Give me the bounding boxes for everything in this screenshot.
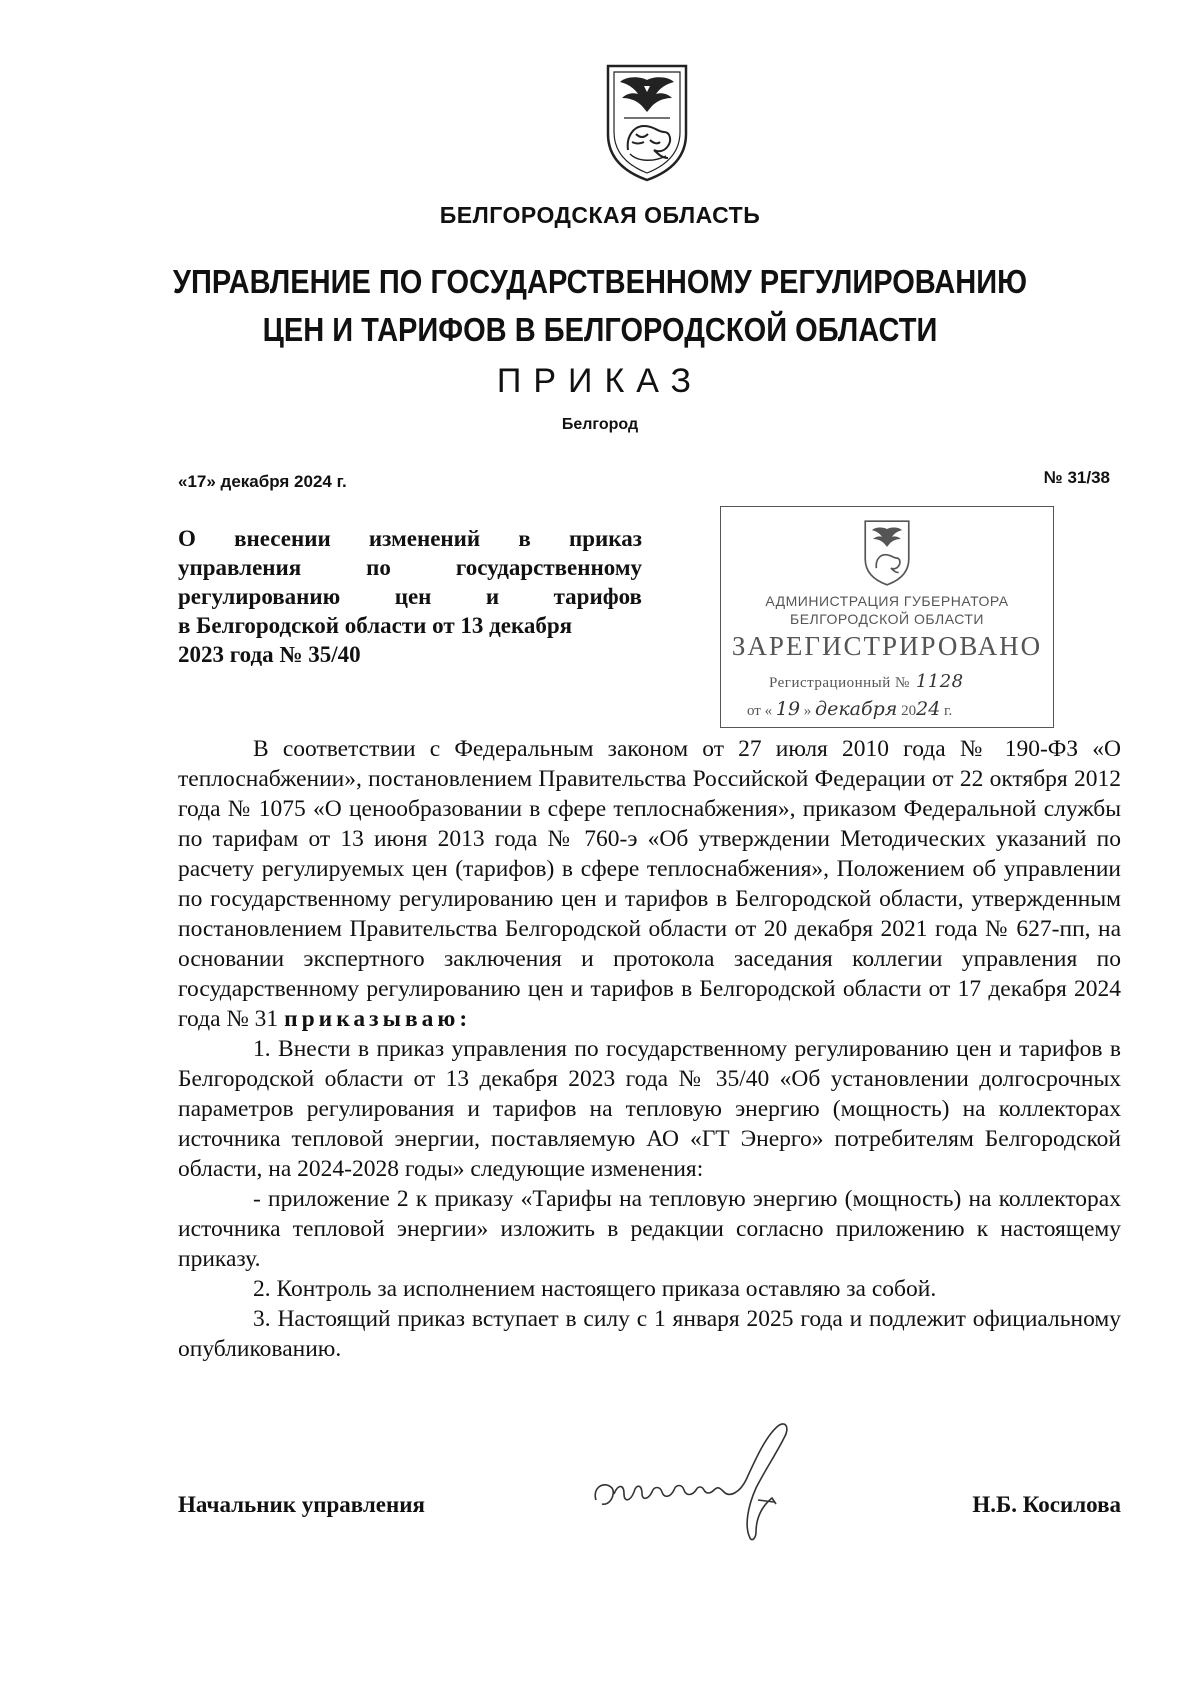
city: Белгород (561, 416, 639, 433)
item-2: 2. Контроль за исполнением настоящего приказа оставляю за собой. (253, 1276, 937, 1302)
subject-word: внесении (234, 526, 331, 551)
document-type: ПРИКАЗ (496, 362, 704, 400)
document-date: «17» декабря 2024 г. (178, 472, 347, 491)
registration-stamp (720, 506, 1054, 728)
department-heading (72, 258, 1128, 354)
stamp-emblem-icon (863, 517, 911, 589)
item-1-subitem: - приложение 2 к приказу «Тарифы на тепловую энергию (мощность) на коллекторах источника тепловой энергии» изложить в редакции согласно приложению к настоящему приказу. (178, 1186, 1121, 1272)
subject-word: регулированию (178, 584, 341, 609)
preamble-paragraph (178, 734, 1121, 1034)
department-line-1: УПРАВЛЕНИЕ ПО ГОСУДАРСТВЕННОМУ РЕГУЛИРОВАНИЮ (172, 263, 1028, 300)
stamp-status: ЗАРЕГИСТРИРОВАНО (731, 631, 1043, 661)
subject-word: О (178, 526, 196, 551)
subject-word: в (518, 526, 531, 551)
subject-word: по (366, 555, 391, 580)
stamp-org-line-2: БЕЛГОРОДСКОЙ ОБЛАСТИ (790, 611, 984, 627)
signatory-name: Н.Б. Косилова (972, 1492, 1121, 1517)
region-heading: БЕЛГОРОДСКАЯ ОБЛАСТЬ (439, 202, 761, 228)
document-body (178, 734, 1121, 1364)
subject-word: приказ (569, 526, 642, 551)
subject-word: государственному (455, 555, 642, 580)
stamp-date-row (747, 698, 952, 720)
item-3: 3. Настоящий приказ вступает в силу с 1 января 2025 года и подлежит официальному опубликованию. (178, 1306, 1121, 1362)
subject-word: тарифов (553, 584, 642, 609)
stamp-reg-number: 1128 (915, 671, 964, 692)
handwritten-signature (590, 1414, 850, 1564)
stamp-date-month: декабря (815, 698, 898, 720)
subject-line-3 (178, 582, 642, 611)
stamp-date-suffix: г. (944, 703, 953, 719)
item-1: 1. Внести в приказ управления по государственному регулированию цен и тарифов в Белгородской области от 13 декабря 2023 года № 35/40 «Об установлении долгосрочных параметров регулирования и тарифов на тепловую энергию (мощность) на коллекторах источника тепловой энергии, поставляемую АО «ГТ Энерго» потребителям Белгородской области, на 2024-2028 годы» следующие изменения: (178, 1036, 1121, 1182)
subject-word: управления (178, 555, 302, 580)
stamp-date-mid: » (803, 703, 812, 719)
document-subject (178, 524, 642, 669)
subject-word: цен (394, 584, 432, 609)
preamble-text: В соответствии с Федеральным законом от 27 июля 2010 года № 190-ФЗ «О теплоснабжении», постановлением Правительства Российской Федерации от 22 октября 2012 года № 1075 «О ценообразовании в сфере теплоснабжения», приказом Федеральной службы по тарифам от 13 июня 2013 года № 760-э «Об утверждении Методических указаний по расчету регулируемых цен (тарифов) в сфере теплоснабжения», Положением об управлении по государственному регулированию цен и тарифов в Белгородской области, утвержденным постановлением Правительства Белгородской области от 20 декабря 2021 года № 627-пп, на основании экспертного заключения и протокола заседания коллегии управления по государственному регулированию цен и тарифов в Белгородской области от 17 декабря 2024 года № 31 (178, 736, 1121, 1032)
coat-of-arms-icon (604, 62, 690, 184)
document-number: № 31/38 (1043, 468, 1110, 487)
stamp-date-prefix: от « (747, 703, 773, 719)
subject-line-5: 2023 года № 35/40 (178, 642, 361, 667)
subject-line-4: в Белгородской области от 13 декабря (178, 613, 573, 638)
stamp-reg-number-row (769, 671, 964, 692)
stamp-date-day: 19 (775, 698, 801, 720)
subject-word: и (485, 584, 500, 609)
subject-line-1 (178, 524, 642, 553)
department-line-2: ЦЕН И ТАРИФОВ В БЕЛГОРОДСКОЙ ОБЛАСТИ (262, 311, 938, 348)
order-word: приказываю: (284, 1006, 472, 1032)
stamp-org-line-1: АДМИНИСТРАЦИЯ ГУБЕРНАТОРА (765, 593, 1009, 609)
stamp-date-year: 24 (916, 698, 941, 720)
stamp-date-year-prefix: 20 (901, 703, 917, 719)
subject-word: изменений (368, 526, 481, 551)
signatory-title: Начальник управления (178, 1492, 425, 1517)
stamp-reg-label: Регистрационный № (769, 675, 910, 691)
subject-line-2 (178, 553, 642, 582)
